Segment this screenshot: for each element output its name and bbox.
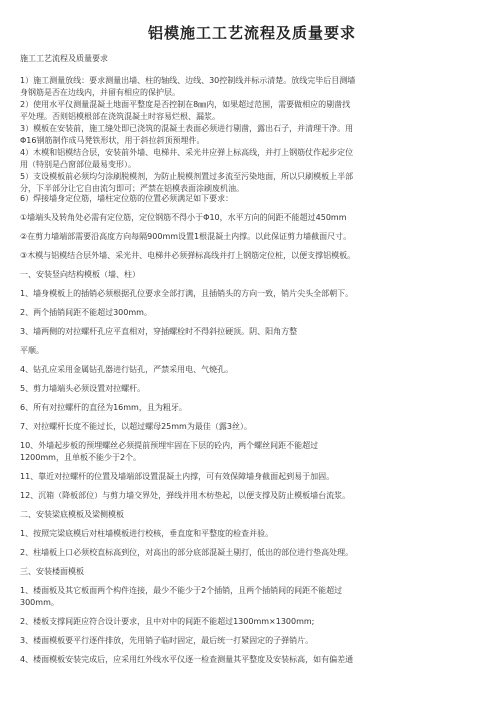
document-title: 铝模施工工艺流程及质量要求 <box>147 24 356 42</box>
paragraph <box>20 326 488 338</box>
paragraph <box>20 250 488 262</box>
paragraph <box>20 364 488 376</box>
paragraph-line: 二、安装梁底模板及梁侧模板 <box>20 510 124 519</box>
paragraph-line: 2、两个插销间距不能超过300mm。 <box>20 308 152 317</box>
paragraph-line: 3）模板在安装前，施工缝处即已浇筑的混凝土表面必须进行剔凿，露出石子，并清理干净。用 <box>20 124 354 133</box>
paragraph <box>20 99 488 122</box>
paragraph-line: 身钢筋是否在边线内，并留有相应的保护层。 <box>20 87 180 97</box>
paragraph-line: 7、对拉螺杆长度不能过长，以超过螺母25mm为最佳（露3丝）。 <box>20 422 252 431</box>
paragraph <box>20 616 488 628</box>
paragraph-line: 10、外墙起步板的预埋螺丝必须提前预埋牢固在下层的砼内，两个螺丝间距不能超过 <box>20 441 319 450</box>
paragraph-line: 1200mm，且单板不能少于2个。 <box>20 452 142 462</box>
paragraph-line: ③木模与铝模结合层外墙、采光井、电梯井必须弹标高线并打上钢筋定位桩，以便支撑铝模板。 <box>20 251 356 260</box>
paragraph <box>20 421 488 433</box>
paragraph <box>20 471 488 483</box>
paragraph-line: 2、楼板支撑间距应符合设计要求，且中对中的间距不能超过1300mm×1300mm; <box>20 617 315 626</box>
paragraph <box>20 231 488 243</box>
paragraph-line: 12、沉箱（降板部位）与剪力墙交界处，弹线并用木枋垫起，以便支撑及防止模板墙台流浆。 <box>20 491 351 500</box>
paragraph <box>20 269 488 281</box>
document-subtitle: 施工工艺流程及质量要求 <box>20 54 108 63</box>
paragraph-line: 3、墙两侧的对拉螺杆孔应平直相对，穿插螺栓时不得斜拉硬顶。阴、阳角方整 <box>20 327 298 336</box>
paragraph <box>20 345 488 357</box>
paragraph-line: 三、安装楼面模板 <box>20 567 84 576</box>
paragraph-line: Φ16钢筋制作成马凳铁形状，用于斜拉斜顶预埋件。 <box>20 135 205 145</box>
paragraph-line: 11、靠近对拉螺杆的位置及墙端部设置混凝土内撑，可有效保障墙身截面起到易于加固。 <box>20 472 335 481</box>
paragraph-line: 2、柱墙板上口必须校直标高到位，对高出的部分底部混凝土剔打，低出的部位进行垫高处理。 <box>20 548 354 557</box>
paragraph <box>20 75 488 98</box>
paragraph <box>20 654 488 666</box>
paragraph <box>20 547 488 559</box>
paragraph-line: 一、安装竖向结构模板（墙、柱） <box>20 270 140 279</box>
paragraph-line: 5、剪力墙端头必须设置对拉螺杆。 <box>20 384 146 393</box>
paragraph <box>20 307 488 319</box>
paragraph <box>20 193 488 205</box>
paragraph-line: 4）木模和铝模结合层，安装前外墙、电梯井、采光井应弹上标高线，并打上钢筋仗作起步定位 <box>20 148 354 157</box>
paragraph <box>20 635 488 647</box>
paragraph <box>20 585 488 608</box>
paragraph-line: 平顺。 <box>20 346 44 355</box>
paragraph-line: 1、按照完梁底模后对柱墙模板进行校核，垂直度和平整度的检查并验。 <box>20 529 274 538</box>
paragraph <box>20 171 488 194</box>
paragraph-line: 5）支设模板前必须均匀涂刷脱模剂，为防止脱模剂置过多流至污染地面，所以只刷模板上半部 <box>20 172 354 181</box>
paragraph-line: 4、楼面模板安装完成后，应采用红外线水平仪逐一检查测量其平整度及安装标高，如有偏差通 <box>20 655 354 664</box>
paragraph-line: 2）使用水平仪测量混凝土地面平整度是否控制在8㎜内，如果超过范围，需要做相应的剔凿找 <box>20 100 351 109</box>
paragraph <box>20 509 488 521</box>
paragraph <box>20 147 488 170</box>
paragraph-line: 分，下半部分让它自由流匀即可；严禁在铝模表面涂刷废机油。 <box>20 183 244 193</box>
paragraph <box>20 440 488 463</box>
paragraph-line: 6）焊接墙身定位筋，墙柱定位筋的位置必须满足如下要求： <box>20 194 234 203</box>
paragraph-line: ②在剪力墙端部需要沿高度方向每隔900mm设置1根混凝土内撑。以此保证剪力墙截面尺寸。 <box>20 232 352 241</box>
paragraph-line: 1、墙身模板上的插销必须根据孔位要求全部打满，且插销头的方向一致，销片尖头全部朝下。 <box>20 289 354 298</box>
paragraph-line: 1）施工测量放线：要求测量出墙、柱的轴线、边线、30控制线并标示清楚。放线完毕后目测墙 <box>20 76 356 85</box>
paragraph-line: 6、所有对拉螺杆的直径为16mm，且为粗牙。 <box>20 403 187 412</box>
paragraph-line: 平处理。否则铝模根部在浇筑混凝土时容易烂根、漏浆。 <box>20 111 220 121</box>
paragraph <box>20 490 488 502</box>
paragraph <box>20 528 488 540</box>
paragraph-line: 1、楼面板及其它板面两个构件连接，最少不能少于2个插销，且两个插销间的间距不能超过 <box>20 586 343 595</box>
paragraph <box>20 566 488 578</box>
paragraph <box>20 212 488 224</box>
paragraph <box>20 123 488 146</box>
paragraph-line: 用（特别是凸窗部位最易变形）。 <box>20 159 136 169</box>
paragraph-line: 3、楼面模板要平行逐件排放，先用销子临时固定，最后统一打紧固定的子弹销片。 <box>20 636 314 645</box>
paragraph-line: 4、钻孔应采用金属钻孔器进行钻孔，严禁采用电、气焼孔。 <box>20 365 234 374</box>
paragraph-line: 300mm。 <box>20 597 59 607</box>
paragraph-line: ①墙端头及转角处必需有定位筋，定位钢筋不得小于Φ10，水平方向的间距不能超过450mm <box>20 213 347 222</box>
paragraph <box>20 288 488 300</box>
paragraph <box>20 383 488 395</box>
paragraph <box>20 402 488 414</box>
